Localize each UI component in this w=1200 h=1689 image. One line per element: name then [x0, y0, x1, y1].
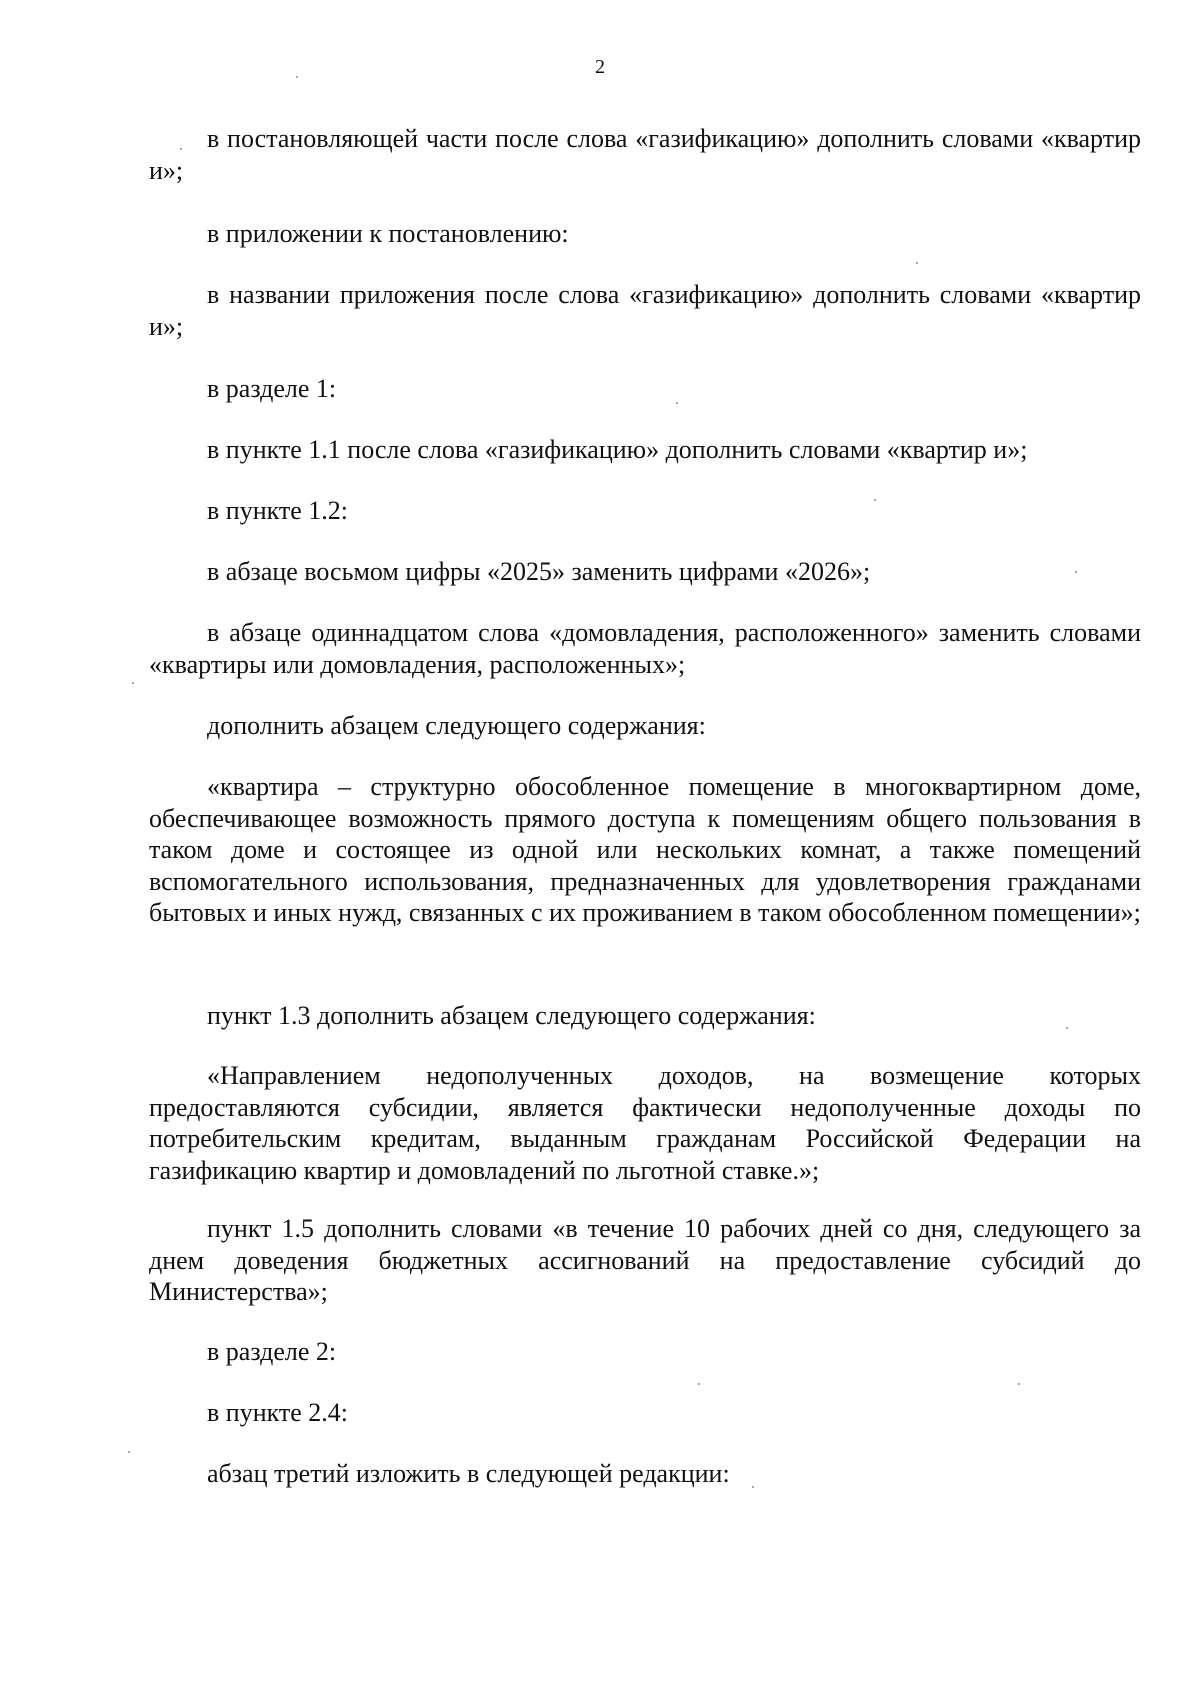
scan-speck	[874, 499, 876, 501]
paragraph-3: в названии приложения после слова «газификацию» дополнить словами «квартир и»;	[149, 280, 1141, 341]
paragraph-4: в разделе 1:	[207, 374, 337, 403]
scan-speck	[128, 1451, 130, 1453]
paragraph-13: пункт 1.5 дополнить словами «в течение 10 рабочих дней со дня, следующего за днем доведения бюджетных ассигнований на предоставление субсидий до Министерства»;	[149, 1214, 1141, 1306]
scan-speck	[698, 1383, 700, 1385]
paragraph-5: в пункте 1.1 после слова «газификацию» дополнить словами «квартир и»;	[207, 435, 1028, 464]
paragraph-9: дополнить абзацем следующего содержания:	[207, 711, 706, 740]
scan-speck	[752, 1486, 754, 1488]
scan-speck	[1066, 1027, 1068, 1029]
paragraph-8: в абзаце одиннадцатом слова «домовладения, расположенного» заменить словами «квартиры или домовладения, расположенных»;	[149, 618, 1141, 679]
scan-speck	[132, 682, 134, 684]
paragraph-12: «Направлением недополученных доходов, на возмещение которых предоставляются субсидии, является фактически недополученные доходы по потребительским кредитам, выданным гражданам Российской Федерации на газификацию квартир и домовладений по льготной ставке.»;	[149, 1061, 1141, 1185]
scan-speck	[1075, 571, 1077, 573]
scan-speck	[296, 76, 298, 78]
paragraph-16: абзац третий изложить в следующей редакции:	[207, 1459, 730, 1488]
paragraph-10: «квартира – структурно обособленное помещение в многоквартирном доме, обеспечивающее возможность прямого доступа к помещениям общего пользования в таком доме и состоящее из одной или нескольких комнат, а также помещений вспомогательного использования, предназначенных для удовлетворения гражданами бытовых и иных нужд, связанных с их проживанием в таком обособленном помещении»;	[149, 772, 1141, 927]
scan-speck	[1018, 1383, 1020, 1385]
paragraph-1: в постановляющей части после слова «газификацию» дополнить словами «квартир и»;	[149, 124, 1141, 185]
page-number: 2	[595, 56, 605, 78]
scan-speck	[676, 402, 678, 404]
paragraph-15: в пункте 2.4:	[207, 1398, 349, 1427]
scan-speck	[180, 148, 182, 150]
scan-speck	[916, 262, 918, 264]
paragraph-11: пункт 1.3 дополнить абзацем следующего содержания:	[207, 1001, 816, 1030]
paragraph-2: в приложении к постановлению:	[207, 219, 569, 248]
paragraph-6: в пункте 1.2:	[207, 496, 349, 525]
paragraph-7: в абзаце восьмом цифры «2025» заменить цифрами «2026»;	[207, 557, 871, 586]
paragraph-14: в разделе 2:	[207, 1337, 337, 1366]
